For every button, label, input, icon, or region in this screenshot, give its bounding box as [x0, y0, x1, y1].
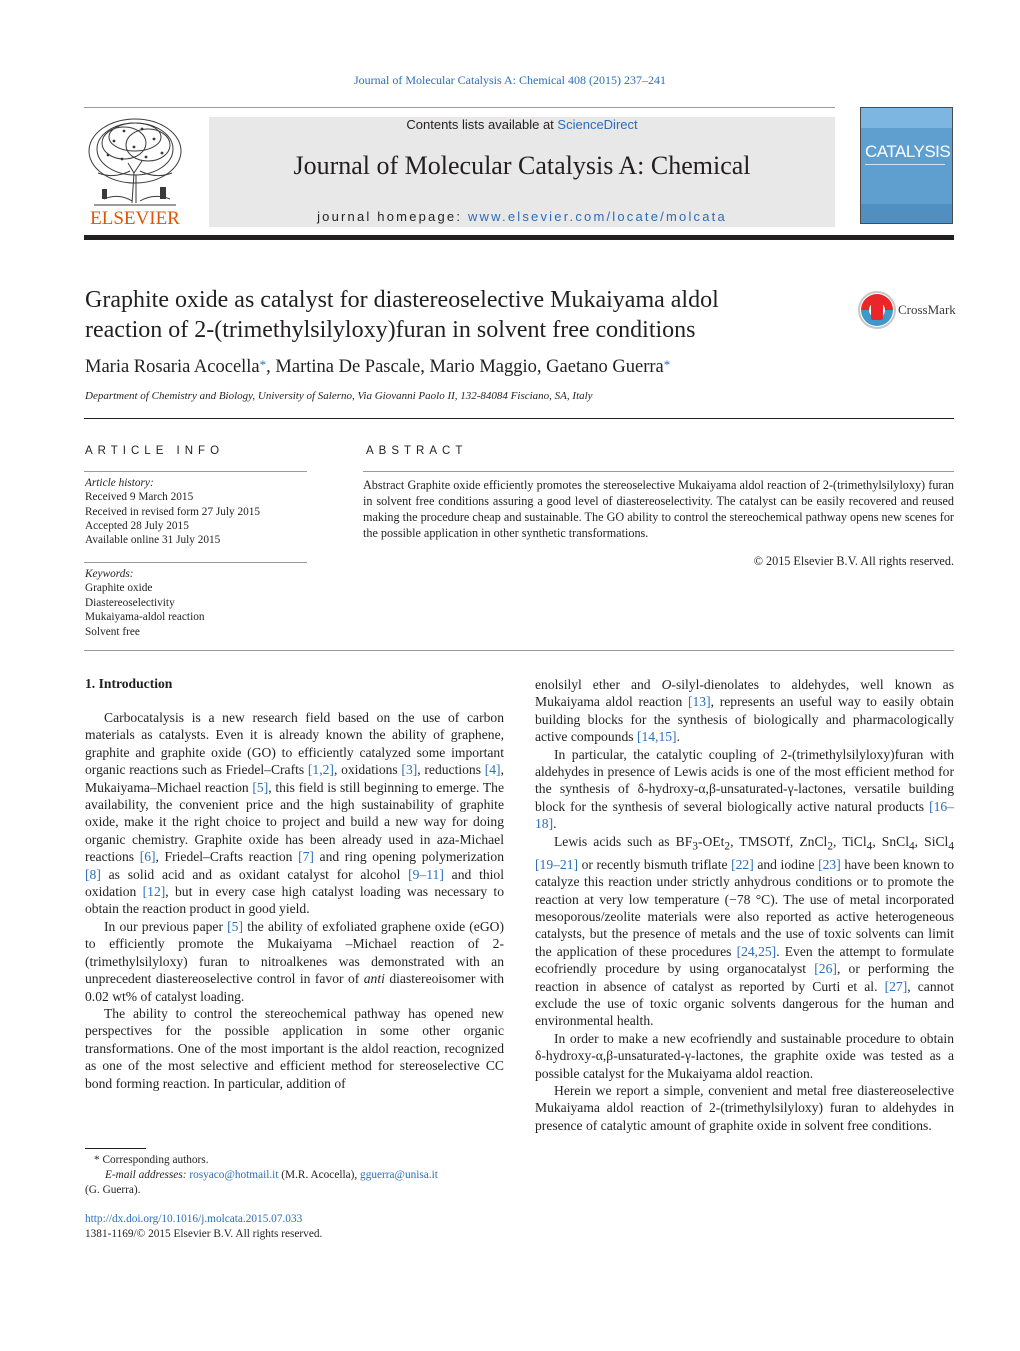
citation-link[interactable]: [9–11] [408, 866, 444, 882]
author-name[interactable]: Maria Rosaria Acocella [85, 357, 260, 377]
history-item: Received 9 March 2015 [85, 491, 194, 504]
paragraph: In particular, the catalytic coupling of 2-(trimethylsilyloxy)furan with aldehydes in presence of Lewis acids is one of the most efficient method for the synthesis of δ-hydroxy-α,β-unsaturated-γ-lactones, versatile building block for the synthesis of several biologically active natural products [16–18]. [535, 746, 954, 832]
article-title [85, 285, 825, 345]
crossmark-label: CrossMark [898, 302, 956, 317]
citation-link[interactable]: [19–21] [535, 856, 579, 872]
abstract-text: Abstract Graphite oxide efficiently promotes the stereoselective Mukaiyama aldol reaction of 2-(trimethylsilyloxy) furan in solvent free conditions assuring a good level of diastereoselectivity. The catalyst can be easily recovered and reused making the procedure cheap and sustainable. The GO ability to control the stereochemical pathway opens new scenes for the possible application in other synthetic transformations. [363, 478, 954, 540]
paragraph: The ability to control the stereochemical pathway has opened new perspectives for the possible application in some other organic transformations. One of the most important is the aldol reaction, recognized as one of the most selective and efficient method for stereoselective CC bond forming reaction. In particular, addition of [85, 1005, 504, 1091]
citation-link[interactable]: [13] [687, 694, 711, 710]
keywords-rule [84, 562, 307, 563]
elsevier-wordmark: ELSEVIER [90, 208, 180, 229]
keyword: Diastereoselectivity [85, 596, 175, 609]
paragraph: enolsilyl ether and O-silyl-dienolates to aldehydes, well known as Mukaiyama aldol reaction [13], represents an useful way to easily obtain building blocks for the synthesis of biologically and pharmacologically active compounds [14,15]. [535, 677, 955, 745]
citation-link[interactable]: [4] [484, 762, 501, 778]
citation-link[interactable]: [5] [252, 779, 269, 795]
abstract-rule [363, 471, 954, 472]
citation-link[interactable]: [6] [139, 849, 156, 865]
section-heading: 1. Introduction [85, 676, 173, 691]
paragraph: In our previous paper [5] the ability of exfoliated graphene oxide (eGO) to efficiently promote the Mukaiyama –Michael reaction of 2-(trimethylsilyloxy) furan to nitroalkenes was demonstrated with an unprecedent diastereoselective control in favor of anti diastereoisomer with 0.02 wt% of catalyst loading. [85, 918, 505, 1004]
keyword: Solvent free [85, 625, 140, 638]
history-item: Available online 31 July 2015 [85, 534, 221, 547]
paragraph: Herein we report a simple, convenient and metal free diastereoselective Mukaiyama aldol reaction of 2-(trimethylsilyloxy) furan to aldehydes in presence of catalytic amount of graphite oxide in solvent free conditions. [535, 1083, 954, 1133]
cover-bottom-band [861, 204, 952, 223]
citation-link[interactable]: [26] [814, 961, 837, 977]
cover-top-band [861, 108, 952, 128]
keyword: Graphite oxide [85, 582, 153, 595]
author-name[interactable]: Mario Maggio [429, 357, 537, 377]
affiliation-rule [84, 418, 954, 419]
footnotes [85, 1153, 505, 1198]
contents-prefix: Contents lists available at [406, 117, 554, 132]
paragraph: Carbocatalysis is a new research field based on the use of carbon materials as catalysts. Even it is already known the ability of graphene, graphite and graphite oxide (GO) to efficiently catalyzed some important organic reactions such as Friedel–Crafts [1,2], oxidations [3], reductions [4], Mukaiyama–Michael reaction [5], this field is still beginning to emerge. The availability, the convenient price and the high sustainability of graphite oxide, make it the right choice to project and build a new way for doing organic chemistry. Graphite oxide has been already used in aza-Michael reactions [6], Friedel–Crafts reaction [7] and ring opening polymerization [8] as solid acid and as oxidant catalyst for alcohol [9–11] and thiol oxidation [12], but in every case high catalyst loading was necessary to obtain the reaction product in good yield. [85, 710, 505, 917]
body-column-right [535, 676, 954, 1134]
header-thick-rule [84, 235, 954, 240]
citation-link[interactable]: [5] [227, 918, 244, 934]
cover-rule [865, 164, 945, 165]
email-link[interactable]: gguerra@unisa.it [360, 1169, 438, 1181]
crossmark-badge[interactable] [857, 290, 957, 332]
homepage-line [209, 209, 835, 224]
journal-cover[interactable] [860, 107, 953, 224]
body-rule [84, 650, 954, 651]
body-column-left [85, 709, 504, 1092]
homepage-prefix: journal homepage: [317, 209, 463, 224]
keyword: Mukaiyama-aldol reaction [85, 611, 205, 624]
article-history [85, 476, 307, 547]
keywords-label: Keywords: [85, 568, 134, 580]
citation-link[interactable]: [24,25] [736, 943, 777, 959]
doi-link[interactable]: http://dx.doi.org/10.1016/j.molcata.2015.07.033 [85, 1213, 303, 1225]
abstract-heading: ABSTRACT [366, 445, 468, 457]
email-link[interactable]: rosyaco@hotmail.it [189, 1169, 279, 1181]
corresponding-author-mark[interactable]: * [663, 357, 671, 372]
contents-line [209, 117, 835, 132]
article-title-line-1: Graphite oxide as catalyst for diastereoselective Mukaiyama aldol [85, 287, 719, 313]
affiliation: Department of Chemistry and Biology, University of Salerno, Via Giovanni Paolo II, 132-84084 Fisciano, SA, Italy [85, 390, 593, 402]
issn-line: 1381-1169/© 2015 Elsevier B.V. All rights reserved. [85, 1228, 323, 1240]
sciencedirect-link[interactable]: ScienceDirect [557, 117, 638, 132]
email-owner: (G. Guerra). [85, 1184, 141, 1196]
corresponding-note: * Corresponding authors. [94, 1154, 209, 1166]
abstract-copyright: © 2015 Elsevier B.V. All rights reserved. [753, 554, 954, 568]
citation-link[interactable]: [1,2] [307, 762, 334, 778]
article-info-rule [84, 471, 307, 472]
article-info-heading: ARTICLE INFO [85, 445, 225, 457]
header-rule [84, 107, 835, 108]
footnote-rule [85, 1148, 146, 1149]
citation-link[interactable]: [12] [142, 884, 166, 900]
elsevier-logo [84, 113, 186, 229]
crossmark-icon [857, 290, 897, 330]
corresponding-author-mark[interactable]: * [259, 357, 267, 372]
citation-link[interactable]: [16–18] [535, 798, 954, 832]
citation-link[interactable]: [8] [85, 866, 101, 882]
doi-block [85, 1212, 505, 1242]
citation-link[interactable]: [27] [884, 978, 908, 994]
journal-title: Journal of Molecular Catalysis A: Chemical [293, 151, 751, 180]
author-name[interactable]: Gaetano Guerra [546, 357, 664, 377]
citation-link[interactable]: [14,15] [636, 729, 677, 745]
homepage-link[interactable]: www.elsevier.com/locate/molcata [467, 209, 727, 224]
history-item: Accepted 28 July 2015 [85, 519, 189, 532]
history-label: Article history: [85, 477, 154, 489]
history-item: Received in revised form 27 July 2015 [85, 505, 261, 518]
journal-citation[interactable]: Journal of Molecular Catalysis A: Chemical 408 (2015) 237–241 [354, 73, 666, 87]
paragraph: In order to make a new ecofriendly and sustainable procedure to obtain δ-hydroxy-α,β-unsaturated-γ-lactones, the graphite oxide was tested as a possible catalyst for the Mukaiyama aldol reaction. [535, 1030, 954, 1081]
article-title-line-2: reaction of 2-(trimethylsilyloxy)furan in solvent free conditions [85, 317, 696, 343]
cover-title: CATALYSIS [865, 142, 951, 161]
paragraph: Lewis acids such as $BF_3-OEt_2$, TMSOTf, ZnCl$_2$, TiCl$_4$, SnCl$_4$, SiCl$_4$ [19–21] or recently bismuth triflate [22] and iodine [23] have been known to catalyze this reaction under strictly anhydrous conditions or to promote the reaction at very low temperature (−78 °C). The use of metal incorporated mesoporous/zeolite materials were also reported as active heterogeneous catalysts, but the presence of metals and the use of toxic solvents can limit the application of these procedures [24,25]. Even the attempt to formulate ecofriendly procedure by using organocatalyst [26], or performing the reaction in absence of catalyst as reported by Curti et al. [27], cannot exclude the use of toxic organic solvents dangerous for the human and environmental health. [535, 833, 954, 1029]
citation-link[interactable]: [7] [298, 849, 314, 865]
citation-link[interactable]: [22] [731, 856, 754, 872]
keywords [85, 567, 307, 639]
citation-link[interactable]: [23] [818, 856, 841, 872]
author-name[interactable]: Martina De Pascale [275, 357, 421, 377]
author-list: Maria Rosaria Acocella*, Martina De Pascale, Mario Maggio, Gaetano Guerra* [85, 357, 671, 377]
email-line: E-mail addresses: rosyaco@hotmail.it (M.R. Acocella), gguerra@unisa.it [105, 1169, 438, 1181]
citation-link[interactable]: [3] [401, 762, 418, 778]
